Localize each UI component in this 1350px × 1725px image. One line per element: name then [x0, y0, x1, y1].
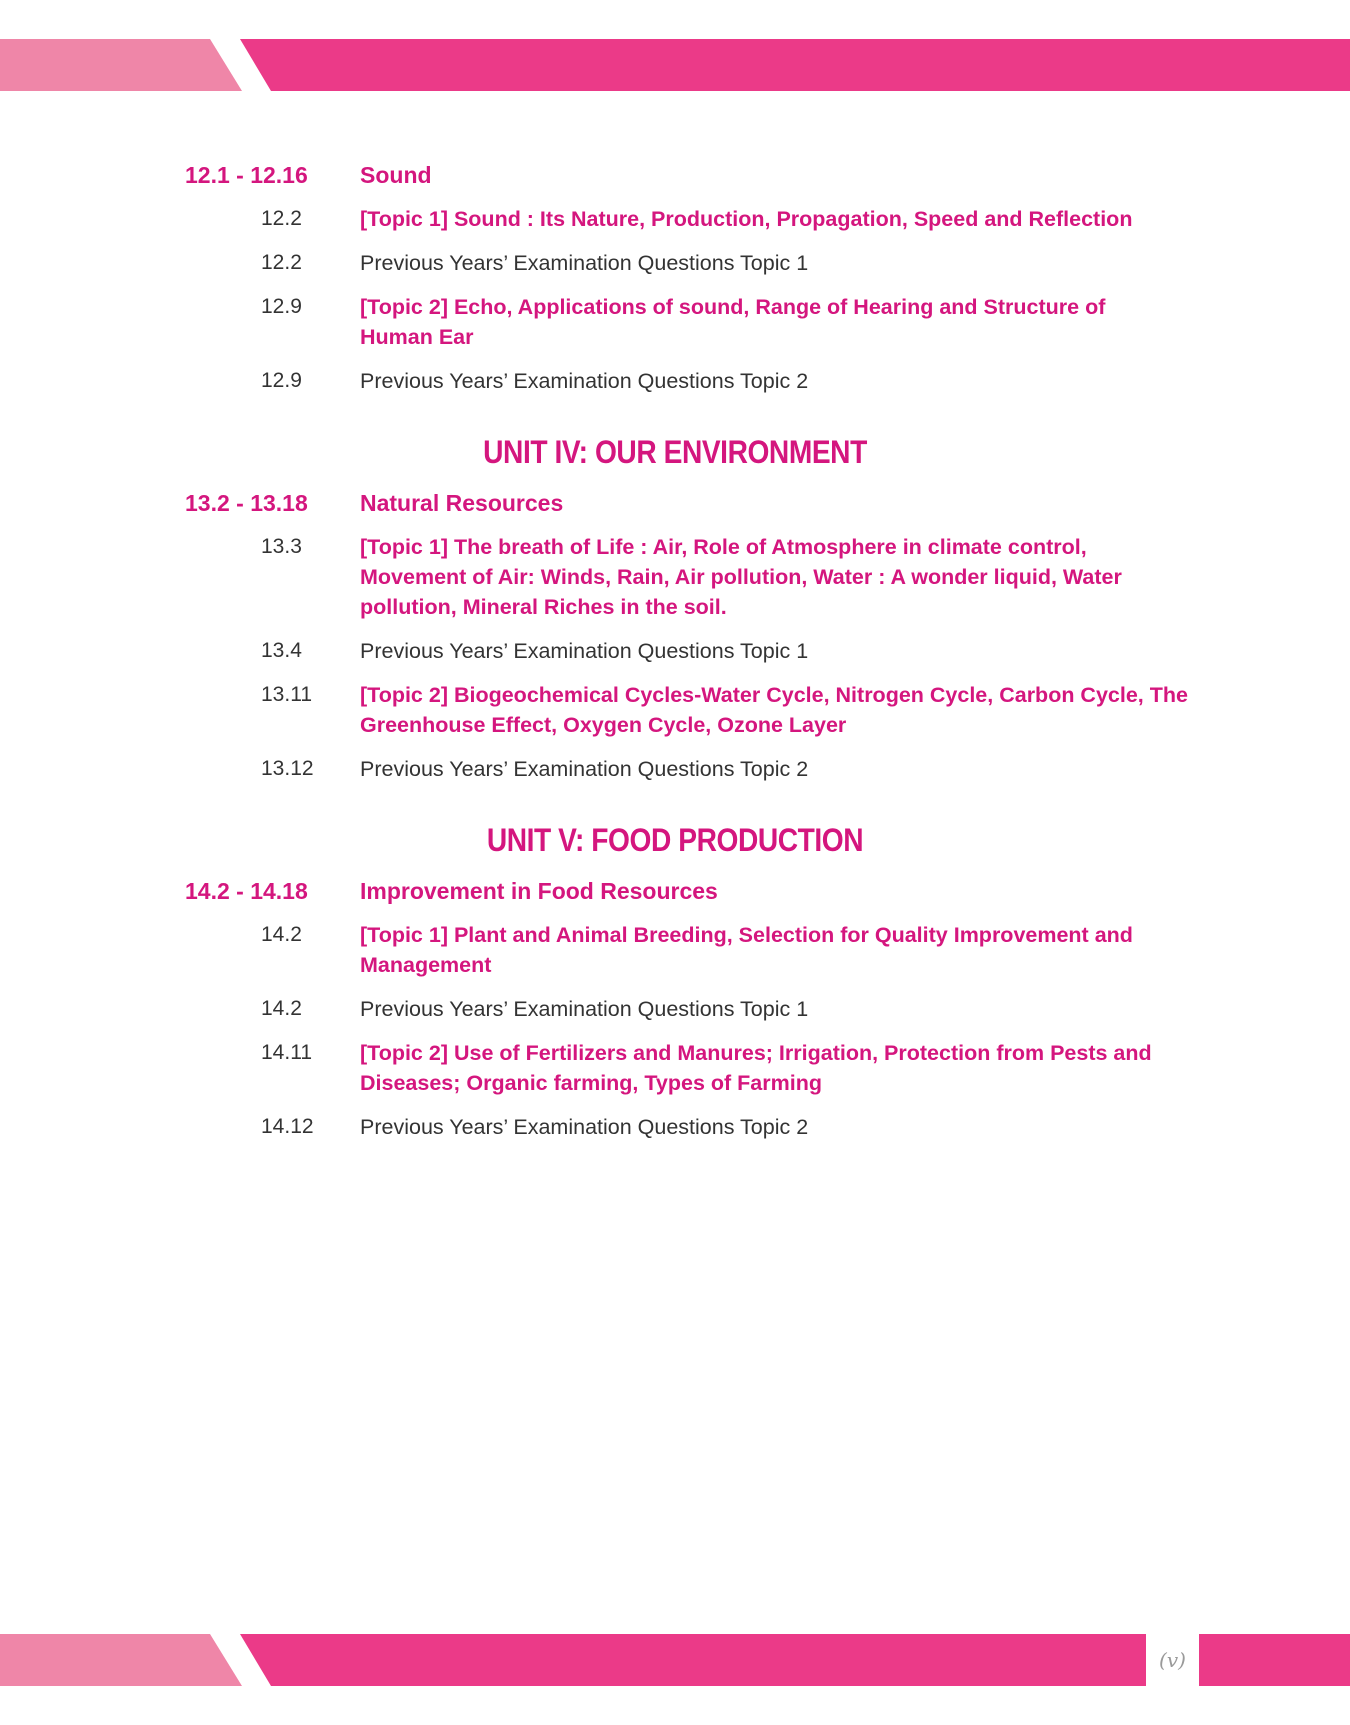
section-header[interactable]: [0, 488, 1350, 518]
toc-row-text: [Topic 1] The breath of Life : Air, Role of Atmosphere in climate control, Movement of Air: Winds, Rain, Air pollution, Water : A wonder liquid, Water pollution, Mineral Riches in the soil.: [360, 535, 1122, 619]
toc-row-page: 12.2: [261, 251, 302, 274]
toc-row-page: 14.11: [261, 1041, 312, 1064]
toc-row-text: Previous Years’ Examination Questions Topic 2: [360, 369, 809, 393]
toc-row-text: Previous Years’ Examination Questions Topic 1: [360, 639, 809, 663]
toc-row-page: 13.12: [261, 757, 314, 780]
section-title: Sound: [360, 162, 432, 188]
toc-row[interactable]: [0, 994, 1350, 1024]
toc-row-page: 12.9: [261, 369, 302, 392]
toc-row[interactable]: [0, 920, 1350, 980]
header-band: [0, 39, 1350, 91]
toc-row-text: [Topic 2] Echo, Applications of sound, Range of Hearing and Structure of Human Ear: [360, 295, 1106, 349]
toc-row-text: [Topic 1] Sound : Its Nature, Production, Propagation, Speed and Reflection: [360, 207, 1133, 231]
unit-heading: UNIT IV: OUR ENVIRONMENT: [483, 434, 867, 470]
section-title: Improvement in Food Resources: [360, 878, 718, 904]
toc-row-page: 14.2: [261, 923, 302, 946]
section-header[interactable]: [0, 160, 1350, 190]
toc-row[interactable]: [0, 754, 1350, 784]
toc-row-text: Previous Years’ Examination Questions Topic 2: [360, 757, 809, 781]
toc-row-page: 14.12: [261, 1115, 314, 1138]
header-band-dark-segment: [240, 39, 1350, 91]
toc-row[interactable]: [0, 366, 1350, 396]
footer-band-dark-segment: [240, 1634, 1146, 1686]
footer-band-light-segment: [0, 1634, 242, 1686]
toc-row-text: [Topic 2] Use of Fertilizers and Manures; Irrigation, Protection from Pests and Diseases; Organic farming, Types of Farming: [360, 1041, 1152, 1095]
toc-block-sound: [0, 160, 1350, 396]
section-title: Natural Resources: [360, 490, 564, 516]
toc-block-environment: [0, 432, 1350, 784]
page-number: (v): [1159, 1648, 1186, 1672]
toc-row-page: 13.3: [261, 535, 302, 558]
toc-row[interactable]: [0, 248, 1350, 278]
toc-row-page: 13.11: [261, 683, 312, 706]
toc-row-text: Previous Years’ Examination Questions Topic 1: [360, 997, 809, 1021]
toc-row-text: Previous Years’ Examination Questions Topic 1: [360, 251, 809, 275]
unit-heading: UNIT V: FOOD PRODUCTION: [486, 822, 864, 858]
toc-row[interactable]: [0, 204, 1350, 234]
toc-row-page: 14.2: [261, 997, 302, 1020]
toc-row-page: 12.2: [261, 207, 302, 230]
toc-row-text: Previous Years’ Examination Questions Topic 2: [360, 1115, 809, 1139]
section-page-range: 12.1 - 12.16: [185, 162, 308, 188]
footer-band-end-segment: [1199, 1634, 1350, 1686]
section-header[interactable]: [0, 876, 1350, 906]
toc-row[interactable]: [0, 532, 1350, 622]
table-of-contents: [0, 160, 1350, 1142]
toc-row-text: [Topic 2] Biogeochemical Cycles-Water Cycle, Nitrogen Cycle, Carbon Cycle, The Greenhouse Effect, Oxygen Cycle, Ozone Layer: [360, 683, 1188, 737]
toc-row[interactable]: [0, 1112, 1350, 1142]
header-band-light-segment: [0, 39, 242, 91]
toc-row[interactable]: [0, 680, 1350, 740]
toc-row-page: 13.4: [261, 639, 302, 662]
section-page-range: 14.2 - 14.18: [185, 878, 308, 904]
toc-block-food-production: [0, 820, 1350, 1142]
toc-row[interactable]: [0, 1038, 1350, 1098]
toc-row-text: [Topic 1] Plant and Animal Breeding, Selection for Quality Improvement and Management: [360, 923, 1133, 977]
toc-row-page: 12.9: [261, 295, 302, 318]
toc-row[interactable]: [0, 292, 1350, 352]
section-page-range: 13.2 - 13.18: [185, 490, 308, 516]
toc-row[interactable]: [0, 636, 1350, 666]
